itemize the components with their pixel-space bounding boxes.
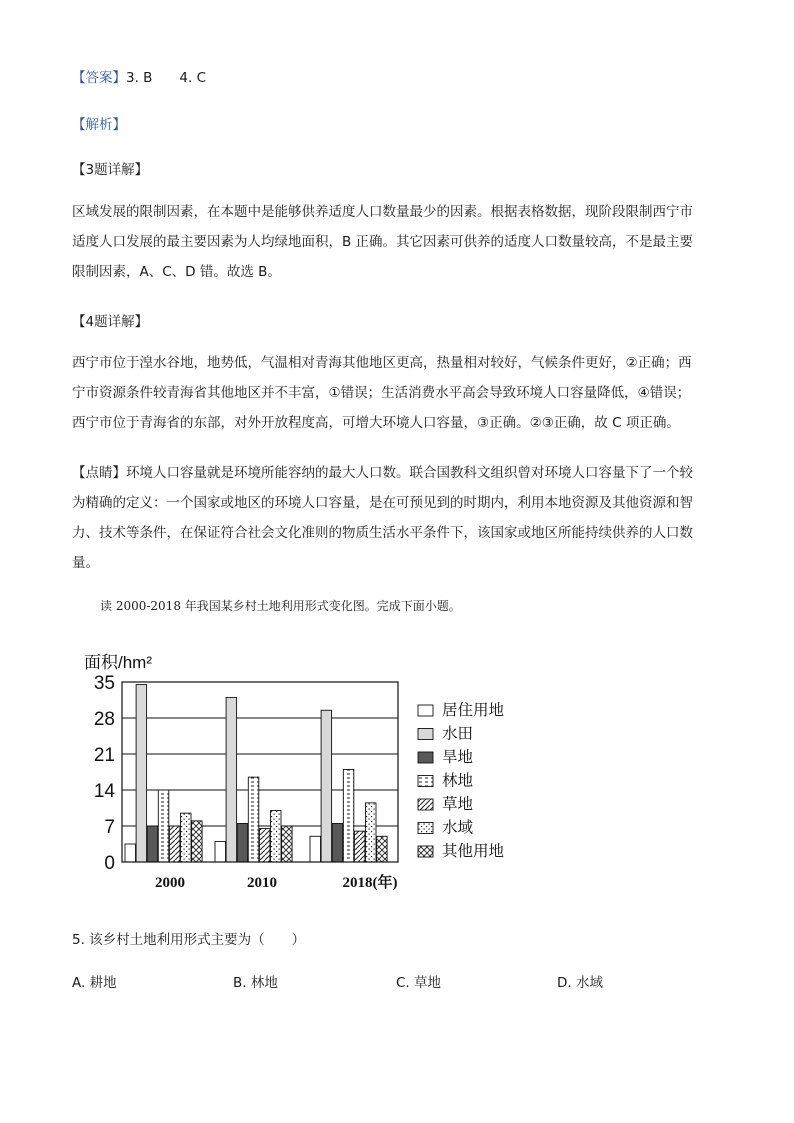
land-use-chart (70, 640, 550, 900)
x-tick-label: 2000 (155, 875, 185, 891)
bar-水域-2000 (181, 813, 192, 862)
q4-line: 西宁市位于湟水谷地，地势低，气温相对青海其他地区更高，热量相对较好，气候条件更好，②正确；西 (72, 355, 692, 371)
y-tick-label: 21 (93, 745, 115, 766)
x-tick-label: 2010 (247, 875, 277, 891)
y-tick-label: 35 (93, 673, 115, 694)
q4-heading: 【4题详解】 (72, 314, 149, 330)
question-5-stem: 5. 该乡村土地利用形式主要为（ ） (72, 932, 306, 948)
y-tick-label: 14 (93, 781, 115, 802)
bar-旱地-2018 (332, 823, 343, 862)
tip-line: 力、技术等条件，在保证符合社会文化准则的物质生活水平条件下，该国家或地区所能持续供养的人口数 (72, 525, 693, 541)
answer-text: 3. B 4. C (126, 70, 207, 86)
tip-text: 环境人口容量就是环境所能容纳的最大人口数。联合国教科文组织曾对环境人口容量下了一个较 (126, 465, 693, 481)
legend-label: 水田 (442, 724, 474, 743)
bar-水田-2010 (226, 697, 237, 862)
legend-swatch (418, 752, 433, 763)
q4-explanation (72, 348, 722, 438)
option-d[interactable]: D. 水域 (557, 975, 603, 991)
tip-line: 为精确的定义：一个国家或地区的环境人口容量，是在可预见到的时期内，利用本地资源及其他资源和智 (72, 495, 693, 511)
legend-swatch (418, 705, 433, 716)
legend-label: 林地 (442, 771, 474, 790)
q3-line: 区域发展的限制因素，在本题中是能够供养适度人口数量最少的因素。根据表格数据，现阶段限制西宁市 (72, 204, 693, 220)
y-tick-label: 0 (104, 853, 115, 874)
bar-居住用地-2000 (125, 844, 136, 862)
legend-swatch (418, 846, 433, 857)
legend-label: 草地 (442, 795, 474, 813)
bar-水域-2010 (271, 811, 282, 862)
legend-swatch (418, 776, 433, 787)
bar-其他用地-2010 (282, 826, 293, 862)
y-axis-label: 面积/hm² (84, 653, 152, 672)
bar-草地-2010 (259, 829, 270, 862)
q4-line: 西宁市位于青海省的东部，对外开放程度高，可增大环境人口容量，③正确。②③正确，故 C 项正确。 (72, 415, 680, 431)
bar-草地-2018 (354, 831, 365, 862)
tip-line (72, 458, 722, 488)
bar-居住用地-2010 (215, 841, 226, 862)
bar-其他用地-2000 (192, 821, 203, 862)
bar-居住用地-2018 (310, 836, 321, 862)
y-tick-label: 28 (93, 709, 115, 730)
legend-label: 居住用地 (442, 701, 505, 719)
option-b[interactable]: B. 林地 (233, 975, 278, 991)
bar-旱地-2010 (237, 823, 248, 862)
bar-林地-2018 (343, 769, 354, 862)
bar-水田-2018 (321, 710, 332, 862)
legend-label: 水域 (442, 818, 474, 837)
tip-block (72, 458, 722, 578)
q4-line: 宁市资源条件较青海省其他地区并不丰富，①错误；生活消费水平高会导致环境人口容量降低，④错误； (72, 385, 691, 401)
y-tick-label: 7 (104, 817, 115, 838)
bar-林地-2000 (158, 790, 169, 862)
bar-草地-2000 (169, 826, 180, 862)
legend-label: 旱地 (442, 748, 474, 766)
figure-caption: 读 2000-2018 年我国某乡村土地利用形式变化图。完成下面小题。 (100, 599, 461, 613)
bar-水域-2018 (366, 803, 377, 862)
bar-其他用地-2018 (377, 836, 388, 862)
q3-heading: 【3题详解】 (72, 162, 149, 178)
option-a[interactable]: A. 耕地 (72, 975, 117, 991)
analysis-label: 【解析】 (72, 117, 126, 133)
q3-line: 限制因素，A、C、D 错。故选 B。 (72, 264, 281, 280)
bar-旱地-2000 (147, 826, 158, 862)
answer-line (72, 66, 206, 86)
q3-explanation (72, 197, 722, 287)
legend-label: 其他用地 (442, 842, 505, 860)
tip-label: 【点睛】 (72, 465, 126, 481)
answer-label: 【答案】 (72, 70, 126, 86)
legend-swatch (418, 729, 433, 740)
legend-swatch (418, 799, 433, 810)
bar-林地-2010 (248, 777, 258, 862)
legend-swatch (418, 823, 433, 834)
bar-水田-2000 (136, 685, 147, 862)
option-c[interactable]: C. 草地 (396, 975, 442, 991)
tip-line: 量。 (72, 555, 99, 571)
q3-line: 适度人口发展的最主要因素为人均绿地面积，B 正确。其它因素可供养的适度人口数量较高，不是最主要 (72, 234, 694, 250)
x-tick-label: 2018(年) (342, 875, 398, 891)
